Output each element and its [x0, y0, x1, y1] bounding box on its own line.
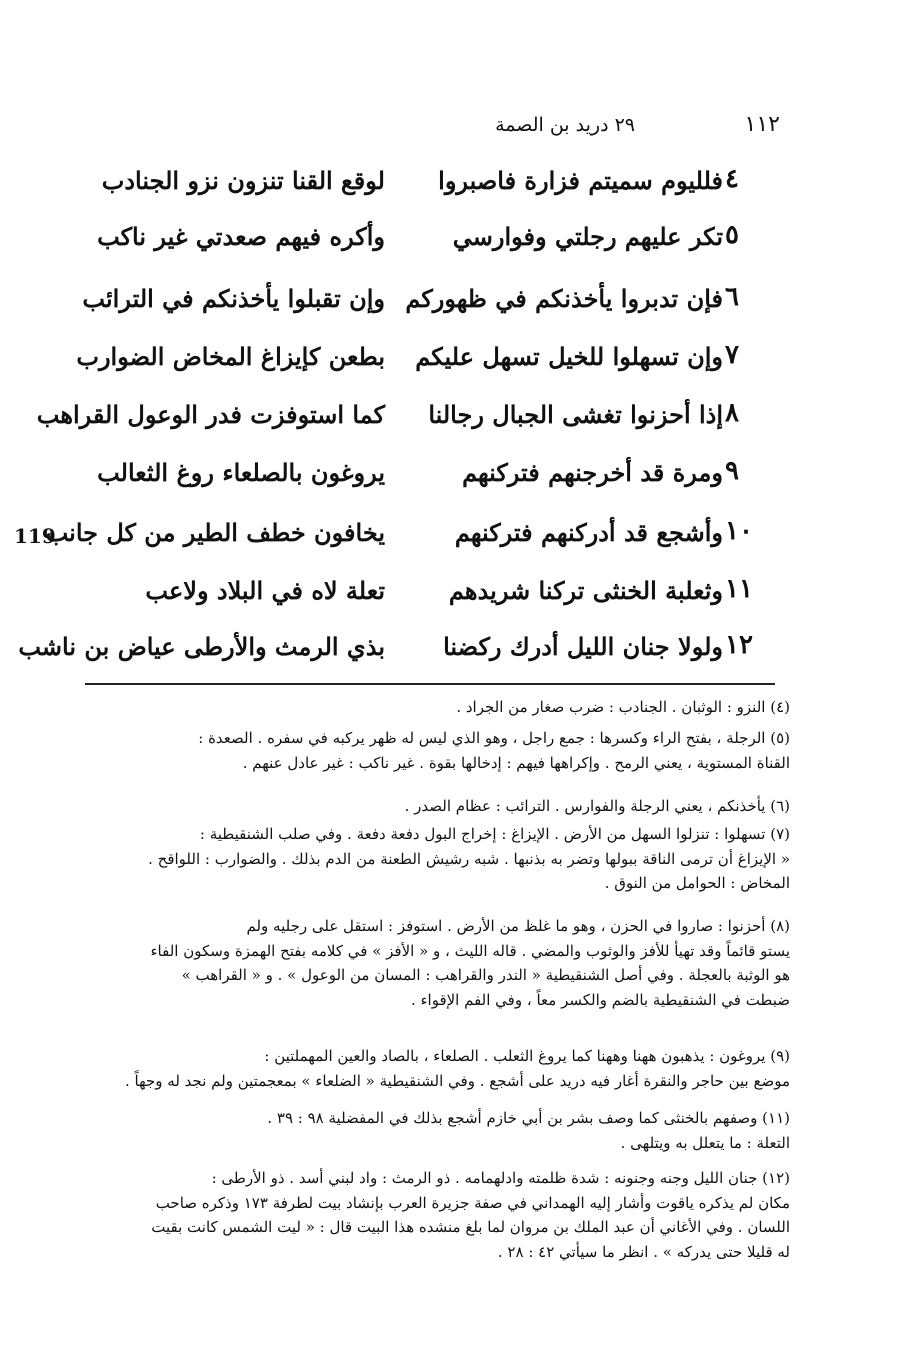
footnote: [60, 822, 790, 896]
verse-second-hemistich: يخافون خطف الطير من كل جانب: [45, 518, 385, 547]
verse-number: ٦: [725, 282, 739, 312]
verse-first-hemistich: ولولا جنان الليل أدرك ركضنا: [443, 632, 723, 661]
verse-first-hemistich: إذا أحزنوا تغشى الجبال رجالنا: [428, 400, 723, 429]
verse-line: [0, 396, 905, 446]
verse-first-hemistich: وأشجع قد أدركنهم فتركنهم: [454, 518, 723, 547]
verse-first-hemistich: تكر عليهم رجلتي وفوارسي: [452, 222, 723, 251]
footnote-line: له قليلا حتى يدركه » . انظر ما سيأتي ٤٢ : ٢٨ .: [497, 1242, 790, 1261]
verse-number: ٤: [725, 164, 739, 194]
footnote-line: التعلة : ما يتعلل به ويتلهى .: [620, 1133, 790, 1152]
footnote: [60, 695, 790, 720]
footnote-line: ضبطت في الشنقيطية بالضم والكسر معاً ، وفي الفم الإقواء .: [410, 990, 790, 1009]
verse-number: ٧: [725, 340, 739, 370]
footnote-divider: [85, 683, 775, 685]
margin-reference-number: 119: [14, 524, 56, 548]
footnote-line: المخاض : الحوامل من النوق .: [604, 874, 790, 892]
footnote-line: هو الوثبة بالعجلة . وفي أصل الشنقيطية « الندر والقراهب : المسان من الوعول » . و « القراهب »: [181, 966, 790, 984]
verse-line: [0, 280, 905, 330]
verse-first-hemistich: ومرة قد أخرجنهم فتركنهم: [462, 458, 723, 487]
verse-number: ١٠: [725, 516, 753, 546]
footnote-line: اللسان . وفي الأغاني أن عبد الملك بن مروان لما بلغ منشده هذا البيت قال : « ليت الشمس كانت بقيت: [151, 1218, 790, 1236]
footnote-line: (٦) يأخذنكم ، يعني الرجلة والفوارس . الترائب : عظام الصدر .: [404, 797, 790, 815]
verse-second-hemistich: لوقع القنا تنزون نزو الجنادب: [101, 166, 385, 195]
running-title: ٢٩ دريد بن الصمة: [495, 114, 635, 136]
footnote-line: (١١) وصفهم بالخنثى كما وصف بشر بن أبي خازم أشجع بذلك في المفضلية ٩٨ : ٣٩ .: [267, 1109, 790, 1127]
verse-number: ٩: [725, 456, 739, 486]
verse-number: ٥: [725, 220, 739, 250]
verse-line: [0, 162, 905, 212]
verse-first-hemistich: وإن تسهلوا للخيل تسهل عليكم: [415, 342, 723, 371]
verse-number: ١٢: [725, 630, 753, 660]
page-header: [300, 112, 780, 142]
footnote: [60, 726, 790, 775]
verse-number: ١١: [725, 574, 753, 604]
footnote: [60, 1166, 790, 1264]
verse-first-hemistich: فلليوم سميتم فزارة فاصبروا: [438, 166, 723, 195]
verse-line: [0, 514, 905, 564]
verse-line: [0, 454, 905, 504]
verse-second-hemistich: تعلة لاه في البلاد ولاعب: [145, 576, 385, 605]
verse-second-hemistich: يروغون بالصلعاء روغ الثعالب: [97, 458, 385, 487]
footnote-line: (٤) النزو : الوثبان . الجنادب : ضرب صغار من الجراد .: [456, 698, 790, 716]
verse-first-hemistich: فإن تدبروا يأخذنكم في ظهوركم: [405, 284, 723, 313]
verse-first-hemistich: وثعلبة الخنثى تركنا شريدهم: [448, 576, 723, 605]
verse-line: [0, 628, 905, 678]
verse-line: [0, 338, 905, 388]
verse-number: ٨: [725, 398, 739, 428]
footnote-line: (٧) تسهلوا : تنزلوا السهل من الأرض . الإيزاغ : إخراج البول دفعة دفعة . وفي صلب الشنقيطية :: [199, 825, 790, 843]
verse-second-hemistich: بذي الرمث والأرطى عياض بن ناشب: [18, 632, 385, 661]
verse-line: [0, 218, 905, 268]
footnote: [60, 1044, 790, 1093]
verse-second-hemistich: وإن تقبلوا يأخذنكم في الترائب: [82, 284, 385, 313]
footnote-line: (١٢) جنان الليل وجنه وجنونه : شدة ظلمته وادلهمامه . ذو الرمث : واد لبني أسد . ذو الأرطى :: [211, 1169, 790, 1187]
verse-second-hemistich: وأكره فيهم صعدتي غير ناكب: [97, 222, 385, 251]
footnote: [60, 914, 790, 1012]
footnote-line: (٥) الرجلة ، بفتح الراء وكسرها : جمع راجل ، وهو الذي ليس له ظهر يركبه في سفره . الصعدة :: [198, 729, 790, 747]
footnote-line: مكان لم يذكره ياقوت وأشار إليه الهمداني في صفة جزيرة العرب بإنشاد بيت لطرفة ١٧٣ وذكره صاحب: [155, 1193, 790, 1212]
verse-second-hemistich: بطعن كإيزاغ المخاض الضوارب: [76, 342, 385, 371]
footnote: [60, 1106, 790, 1155]
footnote-line: (٨) أحزنوا : صاروا في الحزن ، وهو ما غلظ من الأرض . استوفز : استقل على رجليه ولم: [246, 917, 790, 935]
footnote-line: « الإيزاغ أن ترمى الناقة ببولها وتضر به بذنبها . شبه رشيش الطعنة من الدم بذلك . والضوارب : اللواقح .: [148, 849, 790, 868]
footnote-line: القناة المستوية ، يعني الرمح . وإكراهها فيهم : إدخالها بقوة . غير ناكب : غير عادل عنهم .: [242, 753, 790, 772]
footnote-line: (٩) يروغون : يذهبون ههنا وههنا كما يروغ الثعلب . الصلعاء ، بالصاد والعين المهملتين :: [264, 1047, 790, 1065]
verse-second-hemistich: كما استوفزت فدر الوعول القراهب: [36, 400, 385, 429]
footnote-line: موضع بين حاجر والنقرة أغار فيه دريد على أشجع . وفي الشنقيطية « الضلعاء » بمعجمتين ولم نجد له وجهاً .: [124, 1071, 790, 1090]
footnote: [60, 794, 790, 819]
page-number: ١١٢: [744, 112, 780, 137]
verse-line: [0, 572, 905, 622]
footnote-line: يستو قائماً وقد تهيأ للأفز والوثوب والمضي . قاله الليث ، و « الأفز » في كلامه بفتح الهمزة وسكون الفاء: [150, 941, 790, 960]
